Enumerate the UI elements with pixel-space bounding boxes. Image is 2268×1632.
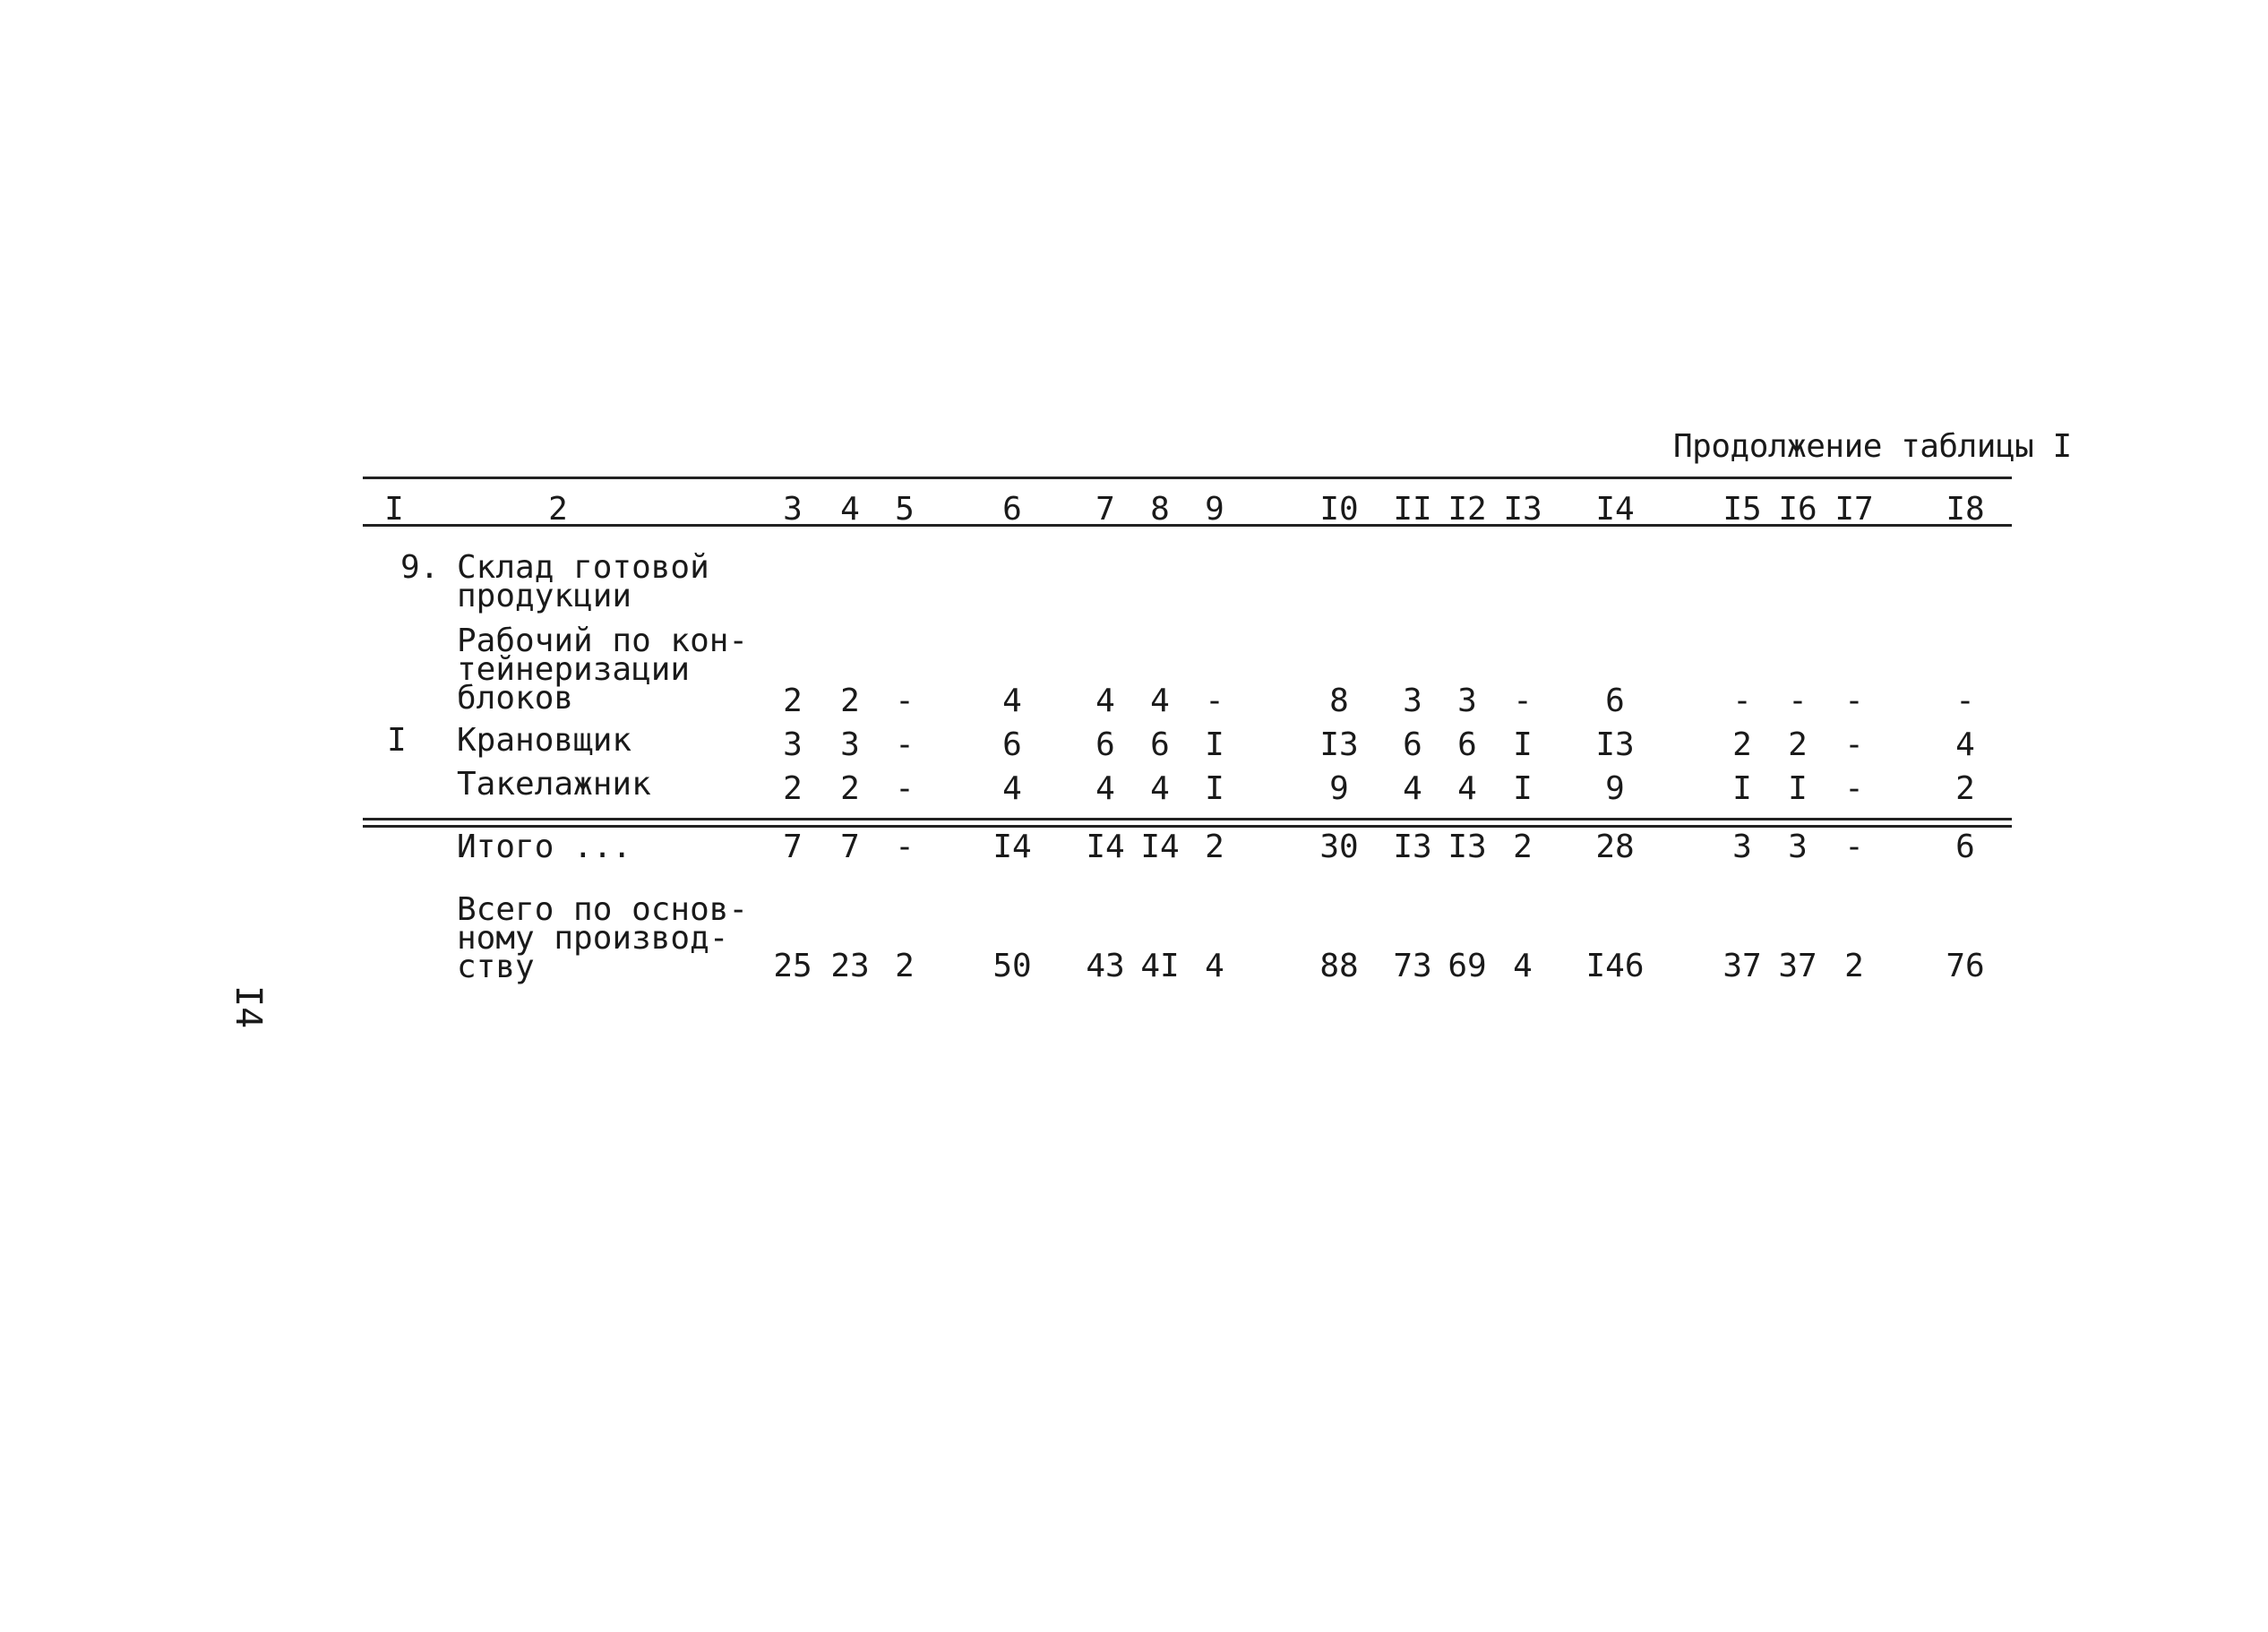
grand-total-cell: 4 xyxy=(1205,948,1224,984)
total-cell: 7 xyxy=(840,829,860,865)
table-cell: 9 xyxy=(1605,770,1625,807)
grand-total-cell: 43 xyxy=(1086,948,1125,984)
table-cell: 3 xyxy=(1403,683,1422,719)
table-cell: - xyxy=(1513,683,1533,719)
table-cell: 6 xyxy=(1457,726,1477,763)
table-cell: - xyxy=(895,726,915,763)
column-header: II xyxy=(1393,491,1432,528)
table-cell: 3 xyxy=(783,726,803,763)
grand-total-cell: 50 xyxy=(992,948,1032,984)
column-header: I6 xyxy=(1778,491,1817,528)
column-header: I5 xyxy=(1722,491,1762,528)
total-cell: I3 xyxy=(1393,829,1432,865)
total-cell: 3 xyxy=(1732,829,1752,865)
table-cell: I xyxy=(1513,726,1533,763)
table-cell: I xyxy=(1788,770,1808,807)
table-cell: - xyxy=(1955,683,1975,719)
total-cell: I4 xyxy=(992,829,1032,865)
total-separator-rule xyxy=(363,818,2012,828)
row-label: Рабочий по кон- тейнеризации блоков xyxy=(457,623,749,717)
section-title: Склад готовой продукции xyxy=(457,549,709,614)
table-cell: 2 xyxy=(840,770,860,807)
row-group-marker: I xyxy=(387,722,407,759)
grand-total-cell: 2 xyxy=(1844,948,1864,984)
table-cell: 4 xyxy=(1150,770,1170,807)
column-header: 5 xyxy=(895,491,915,528)
column-header: 3 xyxy=(783,491,803,528)
grand-total-cell: I46 xyxy=(1585,948,1645,984)
grand-total-label: Всего по основ- ному производ- ству xyxy=(457,891,749,985)
total-cell: I3 xyxy=(1448,829,1487,865)
column-header: 4 xyxy=(840,491,860,528)
section-number: 9. xyxy=(400,549,440,586)
column-header: 6 xyxy=(1002,491,1022,528)
table-cell: 9 xyxy=(1329,770,1349,807)
table-cell: - xyxy=(1844,770,1864,807)
table-cell: - xyxy=(895,770,915,807)
table-cell: 6 xyxy=(1150,726,1170,763)
total-cell: I4 xyxy=(1086,829,1125,865)
total-cell: 28 xyxy=(1595,829,1635,865)
grand-total-cell: 4I xyxy=(1140,948,1180,984)
table-cell: 2 xyxy=(1955,770,1975,807)
column-header: I xyxy=(384,491,404,528)
column-header: I2 xyxy=(1448,491,1487,528)
table-cell: I xyxy=(1513,770,1533,807)
total-cell: - xyxy=(895,829,915,865)
table-cell: - xyxy=(1205,683,1224,719)
column-header: 8 xyxy=(1150,491,1170,528)
row-label: Крановщик xyxy=(457,722,632,759)
table-cell: 2 xyxy=(840,683,860,719)
header-bottom-rule xyxy=(363,524,2012,527)
total-cell: I4 xyxy=(1140,829,1180,865)
table-cell: I xyxy=(1732,770,1752,807)
table-cell: 4 xyxy=(1002,683,1022,719)
table-top-rule xyxy=(363,477,2012,479)
column-header: I4 xyxy=(1595,491,1635,528)
page-number: I4 xyxy=(228,985,269,1029)
table-cell: - xyxy=(1844,726,1864,763)
total-cell: 7 xyxy=(783,829,803,865)
grand-total-cell: 69 xyxy=(1448,948,1487,984)
column-header: I0 xyxy=(1319,491,1359,528)
table-cell: 6 xyxy=(1605,683,1625,719)
table-cell: - xyxy=(1788,683,1808,719)
total-cell: 2 xyxy=(1205,829,1224,865)
total-label: Итого ... xyxy=(457,829,632,865)
table-cell: I xyxy=(1205,726,1224,763)
table-cell: 3 xyxy=(1457,683,1477,719)
grand-total-cell: 88 xyxy=(1319,948,1359,984)
table-cell: 2 xyxy=(1788,726,1808,763)
table-cell: 4 xyxy=(1150,683,1170,719)
column-header: I8 xyxy=(1946,491,1985,528)
grand-total-cell: 37 xyxy=(1722,948,1762,984)
column-header: 2 xyxy=(548,491,568,528)
total-cell: 30 xyxy=(1319,829,1359,865)
table-cell: 2 xyxy=(1732,726,1752,763)
table-cell: 4 xyxy=(1403,770,1422,807)
total-cell: 2 xyxy=(1513,829,1533,865)
table-cell: 6 xyxy=(1095,726,1115,763)
row-label: Такелажник xyxy=(457,766,651,803)
column-header: 7 xyxy=(1095,491,1115,528)
table-cell: 2 xyxy=(783,683,803,719)
table-cell: - xyxy=(1844,683,1864,719)
table-cell: - xyxy=(895,683,915,719)
table-cell: 6 xyxy=(1403,726,1422,763)
total-cell: 3 xyxy=(1788,829,1808,865)
table-cell: 4 xyxy=(1457,770,1477,807)
grand-total-cell: 4 xyxy=(1513,948,1533,984)
column-header: I3 xyxy=(1503,491,1542,528)
table-cell: 4 xyxy=(1095,683,1115,719)
table-cell: 2 xyxy=(783,770,803,807)
table-cell: I3 xyxy=(1595,726,1635,763)
grand-total-cell: 2 xyxy=(895,948,915,984)
table-cell: I xyxy=(1205,770,1224,807)
table-cell: 4 xyxy=(1002,770,1022,807)
table-cell: I3 xyxy=(1319,726,1359,763)
table-cell: 3 xyxy=(840,726,860,763)
table-cell: 6 xyxy=(1002,726,1022,763)
table-cell: 4 xyxy=(1095,770,1115,807)
grand-total-cell: 23 xyxy=(830,948,870,984)
table-cell: 4 xyxy=(1955,726,1975,763)
grand-total-cell: 25 xyxy=(773,948,812,984)
grand-total-cell: 76 xyxy=(1946,948,1985,984)
total-cell: 6 xyxy=(1955,829,1975,865)
column-header: I7 xyxy=(1834,491,1874,528)
column-header: 9 xyxy=(1205,491,1224,528)
grand-total-cell: 73 xyxy=(1393,948,1432,984)
table-caption: Продолжение таблицы I xyxy=(1673,428,2072,465)
total-cell: - xyxy=(1844,829,1864,865)
grand-total-cell: 37 xyxy=(1778,948,1817,984)
table-cell: - xyxy=(1732,683,1752,719)
table-cell: 8 xyxy=(1329,683,1349,719)
